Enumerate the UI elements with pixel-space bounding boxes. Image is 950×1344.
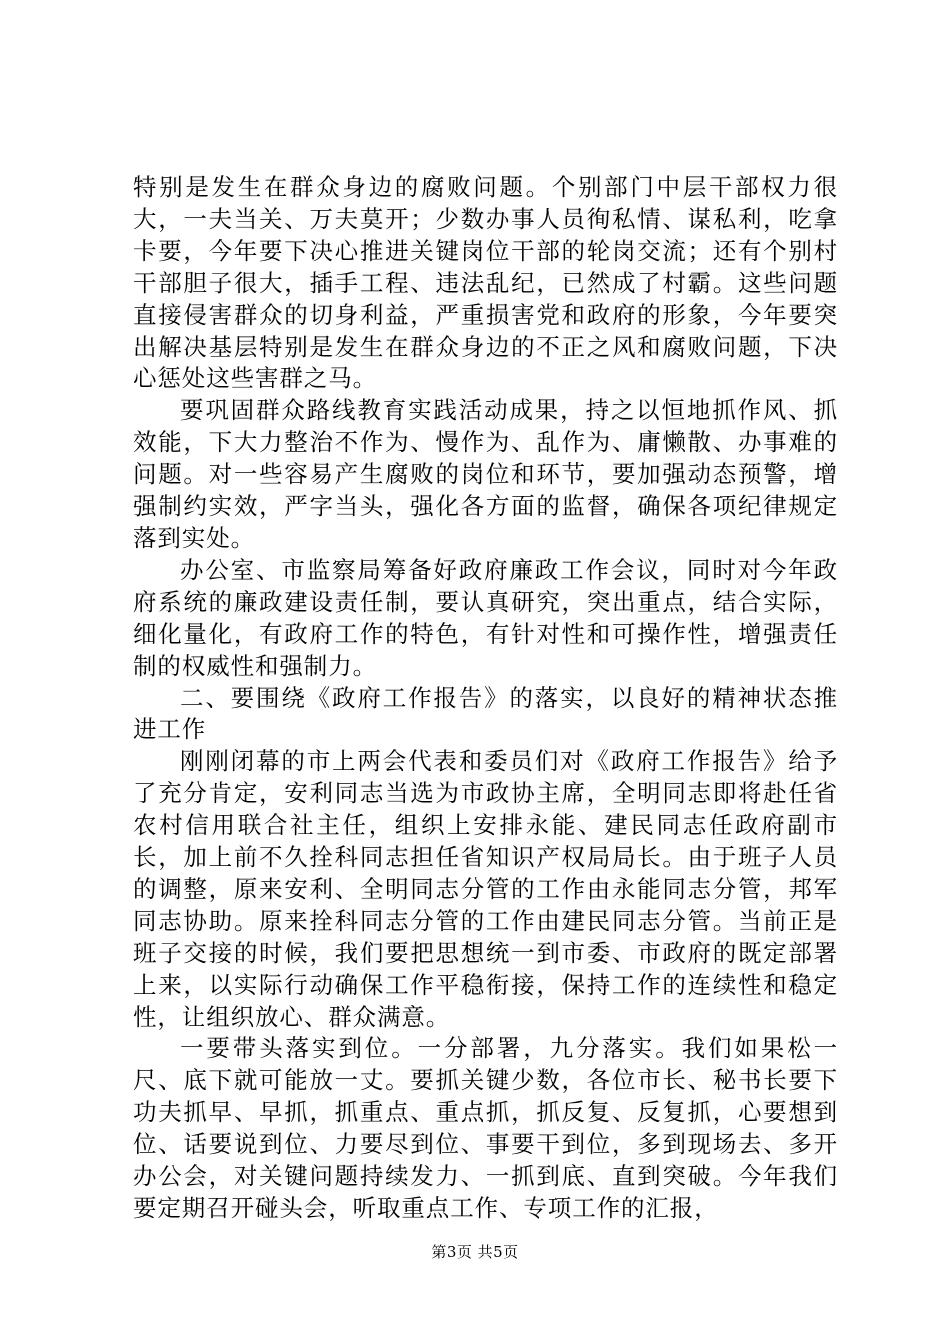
- paragraph-5: 刚刚闭幕的市上两会代表和委员们对《政府工作报告》给予了充分肯定，安利同志当选为市政协主席，全明同志即将赴任省农村信用联合社主任，组织上安排永能、建民同志任政府副市长，加上前不久拴科同志担任省知识产权局局长。由于班子人员的调整，原来安利、全明同志分管的工作由永能同志分管，邦军同志协助。原来拴科同志分管的工作由建民同志分管。当前正是班子交接的时候，我们要把思想统一到市委、市政府的既定部署上来，以实际行动确保工作平稳衔接，保持工作的连续性和稳定性，让组织放心、群众满意。: [133, 747, 838, 1031]
- paragraph-6: 一要带头落实到位。一分部署，九分落实。我们如果松一尺、底下就可能放一丈。要抓关键少数，各位市长、秘书长要下功夫抓早、早抓，抓重点、重点抓，抓反复、反复抓，心要想到位、话要说到位、力要尽到位、事要干到位，多到现场去、多开办公会，对关键问题持续发力、一抓到底、直到突破。今年我们要定期召开碰头会，听取重点工作、专项工作的汇报，: [133, 1034, 838, 1222]
- section-heading: 二、要围绕《政府工作报告》的落实，以良好的精神状态推进工作: [133, 683, 838, 744]
- paragraph-2: 要巩固群众路线教育实践活动成果，持之以恒地抓作风、抓效能，下大力整治不作为、慢作为、乱作为、庸懒散、办事难的问题。对一些容易产生腐败的岗位和环节，要加强动态预警，增强制约实效，严字当头，强化各方面的监督，确保各项纪律规定落到实处。: [133, 396, 838, 552]
- paragraph-1: 特别是发生在群众身边的腐败问题。个别部门中层干部权力很大，一夫当关、万夫莫开；少数办事人员徇私情、谋私利，吃拿卡要，今年要下决心推进关键岗位干部的轮岗交流；还有个别村干部胆子很大，插手工程、违法乱纪，已然成了村霸。这些问题直接侵害群众的切身利益，严重损害党和政府的形象，今年要突出解决基层特别是发生在群众身边的不正之风和腐败问题，下决心惩处这些害群之马。: [133, 173, 838, 393]
- page-footer: [0, 1242, 950, 1262]
- document-body: [133, 172, 838, 1225]
- paragraph-3: 办公室、市监察局筹备好政府廉政工作会议，同时对今年政府系统的廉政建设责任制，要认真研究，突出重点，结合实际，细化量化，有政府工作的特色，有针对性和可操作性，增强责任制的权威性和强制力。: [133, 555, 838, 680]
- page-number: 第3页 共5页: [431, 1243, 519, 1261]
